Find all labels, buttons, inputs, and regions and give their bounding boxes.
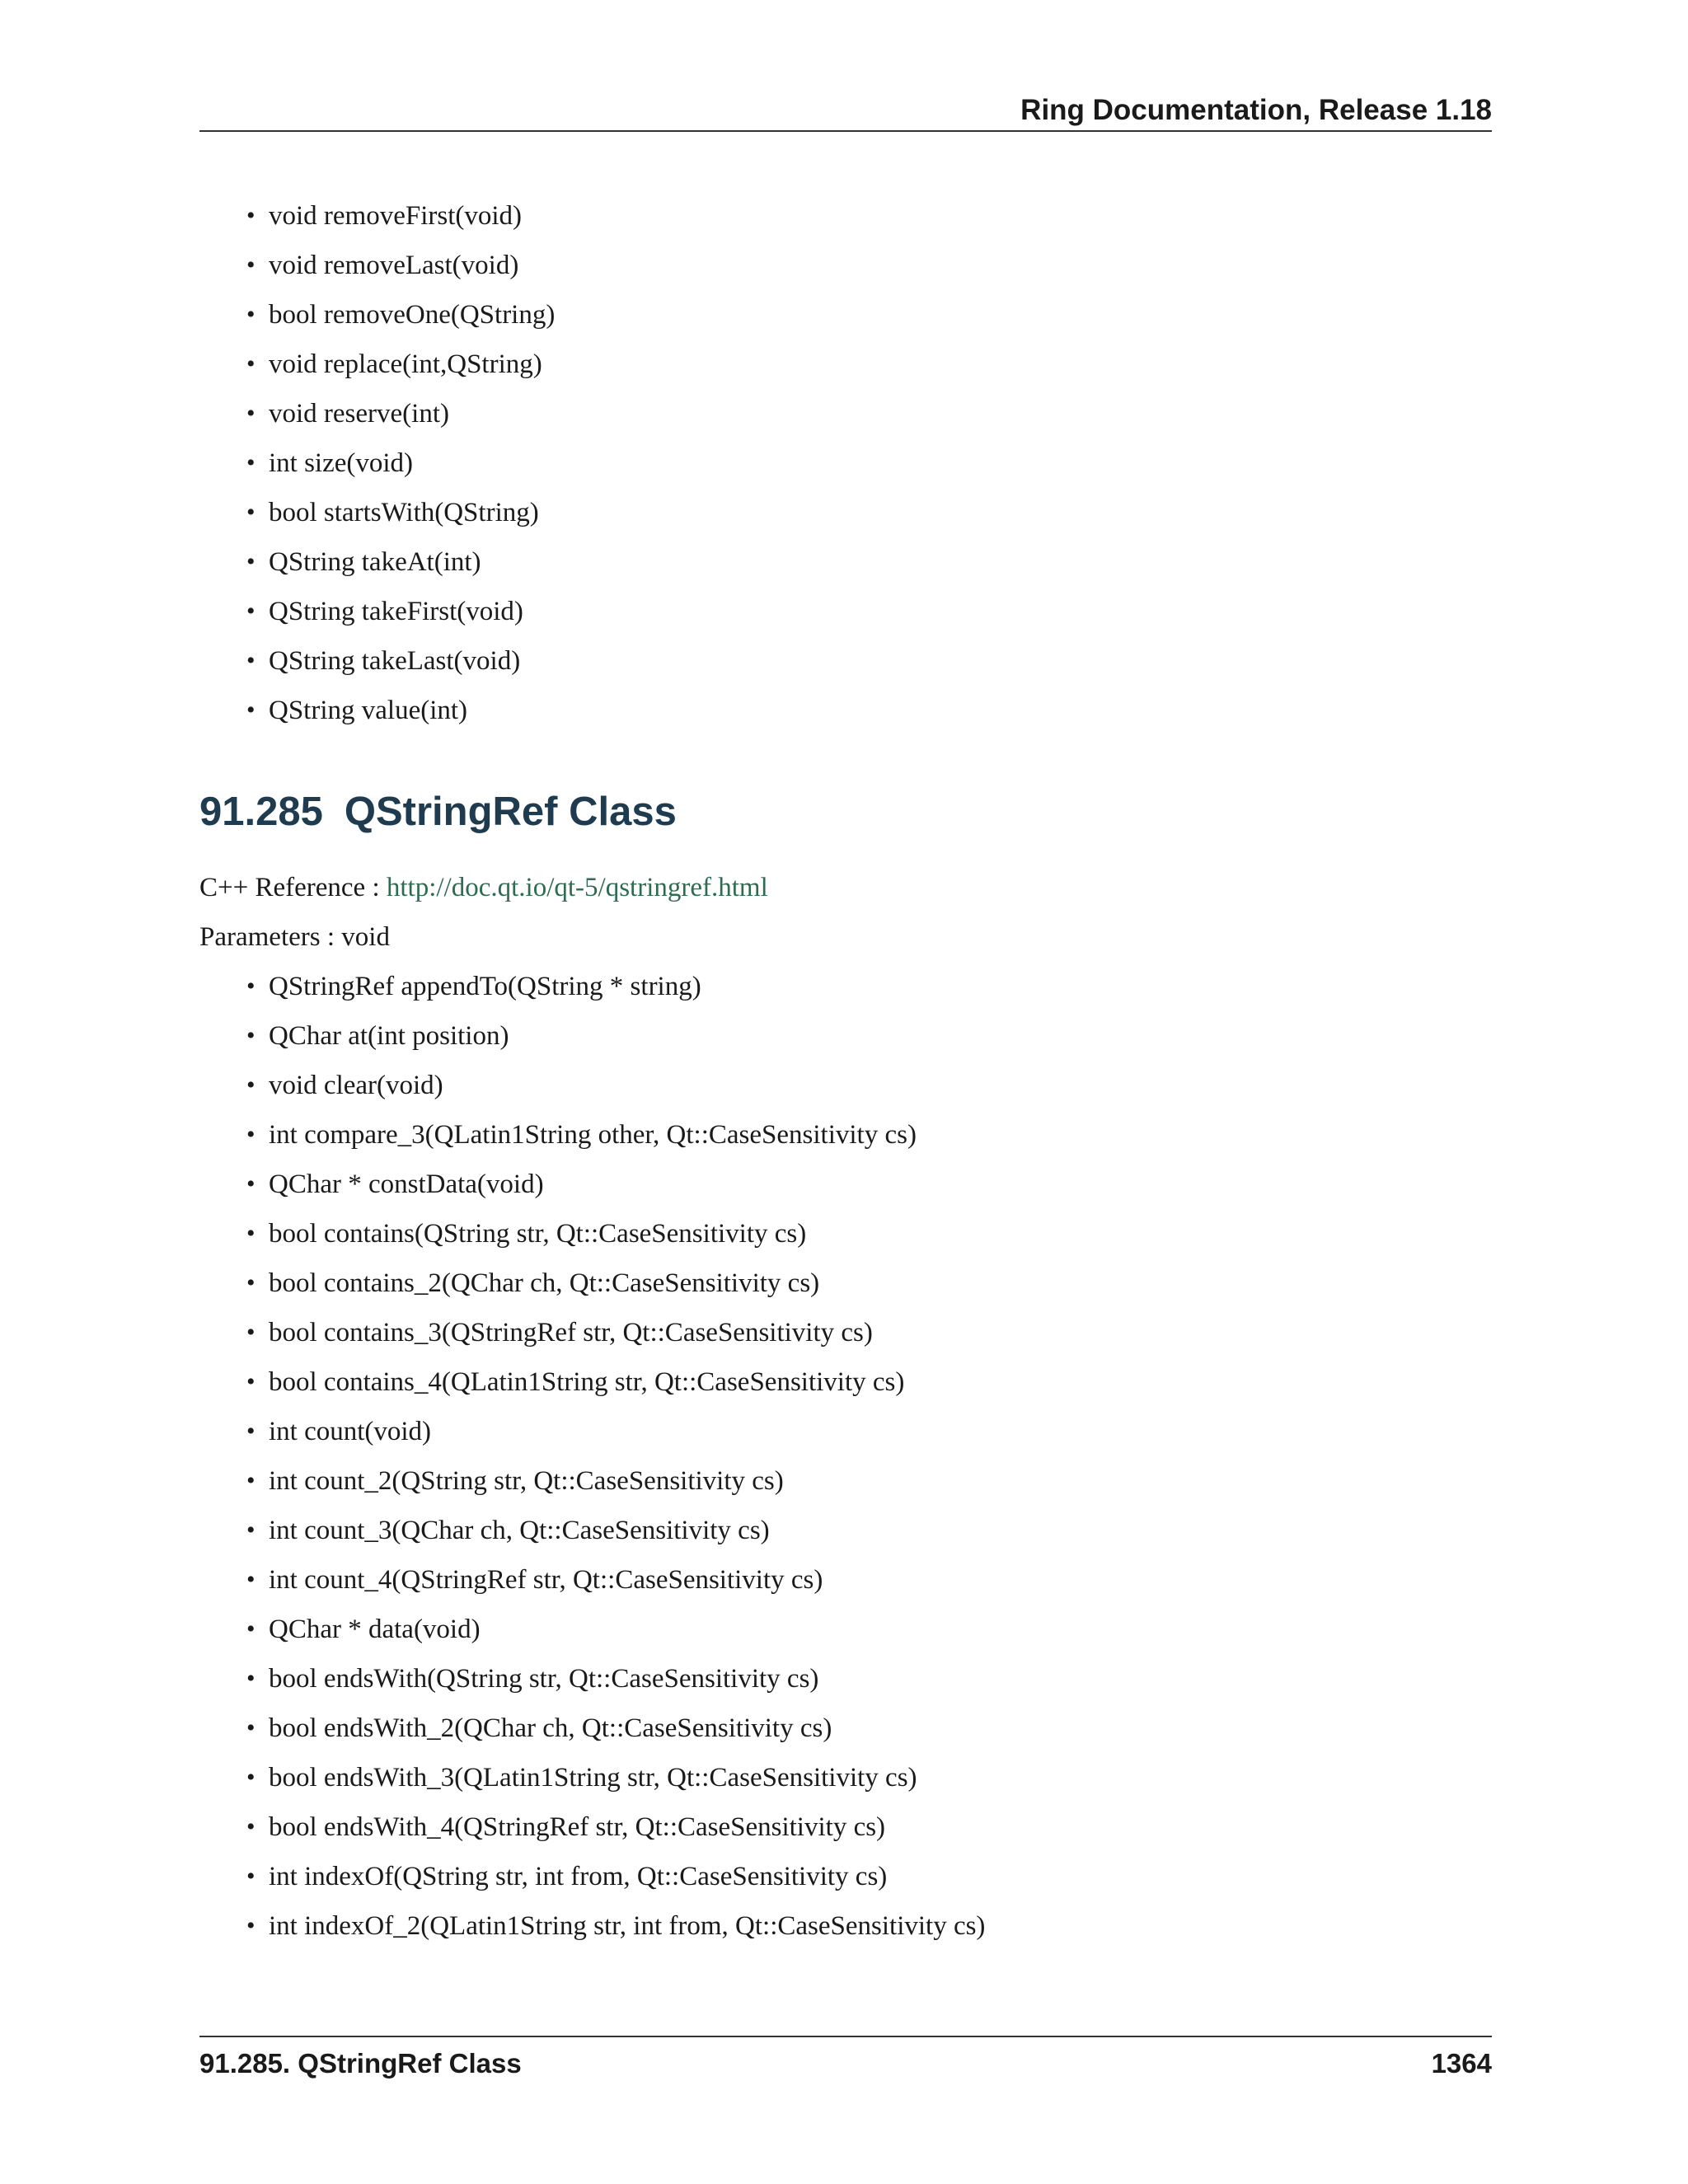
list-item: • int count(void) [269,1407,1492,1456]
list-item: • QString takeFirst(void) [269,587,1492,636]
list-item: • bool endsWith_4(QStringRef str, Qt::CaseSensitivity cs) [269,1802,1492,1852]
list-item: • QString takeLast(void) [269,636,1492,686]
list-item: • QChar * data(void) [269,1605,1492,1654]
page-content [199,191,1492,1951]
method-list-qstringref [199,962,1492,1951]
cpp-reference-line [199,863,1492,912]
list-item: • int count_4(QStringRef str, Qt::CaseSensitivity cs) [269,1555,1492,1605]
document-title: Ring Documentation, Release 1.18 [1020,94,1492,126]
list-item: • int compare_3(QLatin1String other, Qt::CaseSensitivity cs) [269,1110,1492,1160]
parameters-value: void [341,922,390,952]
page-number: 1364 [1431,2048,1492,2079]
list-item: • int count_3(QChar ch, Qt::CaseSensitivity cs) [269,1506,1492,1555]
section-number: 91.285 [199,790,323,834]
list-item: • void removeFirst(void) [269,191,1492,241]
list-item: • bool contains_2(QChar ch, Qt::CaseSensitivity cs) [269,1258,1492,1308]
list-item: • bool contains(QString str, Qt::CaseSensitivity cs) [269,1209,1492,1258]
list-item: • QStringRef appendTo(QString * string) [269,962,1492,1011]
page-header [199,92,1492,132]
list-item: • void reserve(int) [269,389,1492,438]
list-item: • int indexOf(QString str, int from, Qt::CaseSensitivity cs) [269,1852,1492,1901]
method-list-previous-class [199,191,1492,735]
cpp-reference-link[interactable]: http://doc.qt.io/qt-5/qstringref.html [386,873,768,902]
list-item: • void removeLast(void) [269,241,1492,290]
list-item: • bool contains_3(QStringRef str, Qt::CaseSensitivity cs) [269,1308,1492,1357]
list-item: • bool contains_4(QLatin1String str, Qt::CaseSensitivity cs) [269,1357,1492,1407]
parameters-label: Parameters : [199,922,335,952]
list-item: • int count_2(QString str, Qt::CaseSensitivity cs) [269,1456,1492,1506]
list-item: • QString takeAt(int) [269,537,1492,587]
footer-section-label: 91.285. QStringRef Class [199,2048,522,2079]
list-item: • bool endsWith(QString str, Qt::CaseSensitivity cs) [269,1654,1492,1704]
list-item: • QChar at(int position) [269,1011,1492,1061]
list-item: • QString value(int) [269,686,1492,735]
list-item: • bool startsWith(QString) [269,488,1492,537]
list-item: • void replace(int,QString) [269,340,1492,389]
section-heading [199,783,1492,841]
list-item: • bool endsWith_3(QLatin1String str, Qt::CaseSensitivity cs) [269,1753,1492,1802]
parameters-line [199,912,1492,962]
section-title: QStringRef Class [344,790,677,834]
list-item: • bool endsWith_2(QChar ch, Qt::CaseSensitivity cs) [269,1704,1492,1753]
page-footer [199,2036,1492,2079]
list-item: • bool removeOne(QString) [269,290,1492,340]
cpp-reference-label: C++ Reference : [199,873,380,902]
list-item: • int indexOf_2(QLatin1String str, int from, Qt::CaseSensitivity cs) [269,1901,1492,1951]
list-item: • QChar * constData(void) [269,1160,1492,1209]
list-item: • int size(void) [269,438,1492,488]
list-item: • void clear(void) [269,1061,1492,1110]
